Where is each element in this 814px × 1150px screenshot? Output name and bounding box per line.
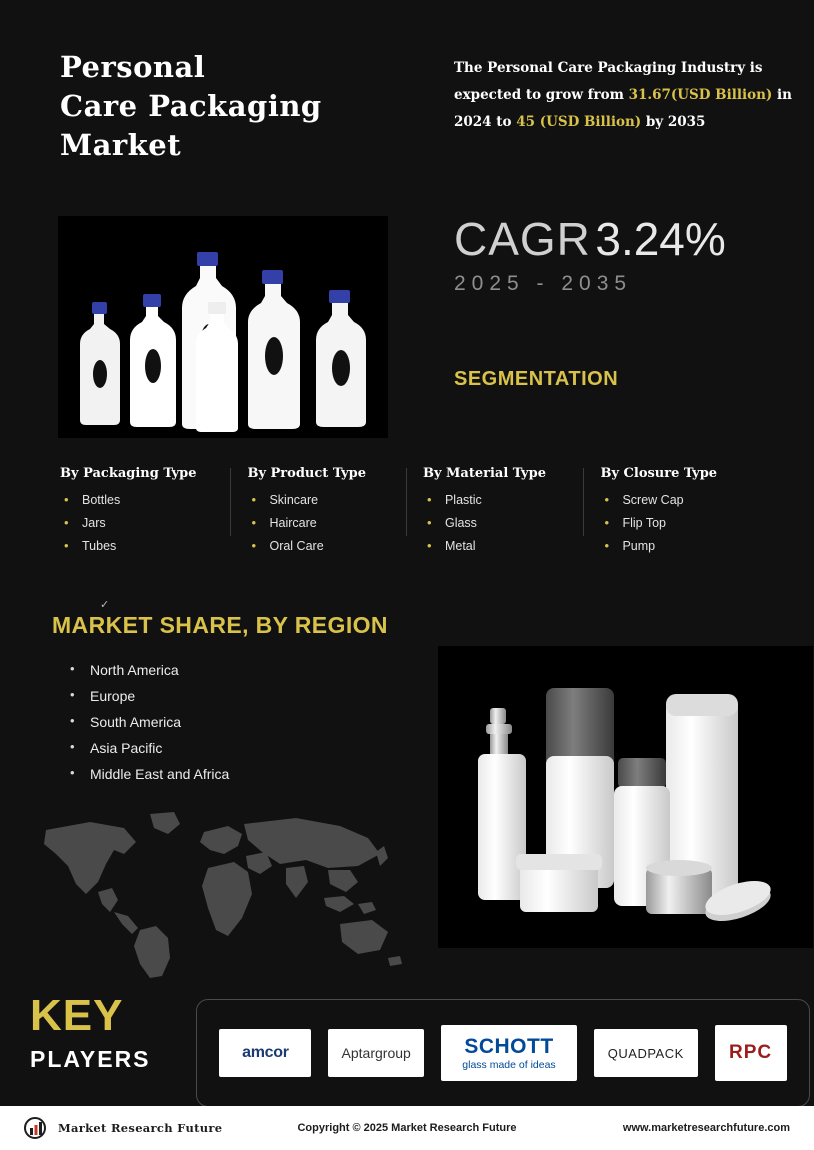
cagr-block	[454, 212, 726, 296]
headline-part-3: by 2035	[641, 114, 706, 130]
market-share-title: MARKET SHARE, BY REGION	[52, 612, 388, 638]
headline-part-1: The Personal Care Packaging Industry is expected to grow from	[454, 60, 763, 103]
segment-item: • Glass	[423, 516, 601, 530]
key-players-line-2: PLAYERS	[30, 1046, 151, 1072]
mrf-logo-icon	[24, 1116, 50, 1140]
segment-item: • Bottles	[60, 493, 247, 507]
title-line-3: Market	[60, 128, 182, 163]
list-item: • Middle East and Africa	[70, 766, 229, 782]
world-map	[28, 808, 418, 978]
segment-item: • Jars	[60, 516, 247, 530]
logo-rpc-label: RPC	[729, 1042, 773, 1063]
cagr-value: 3.24%	[595, 213, 726, 265]
headline-value-2035: 45 (USD Billion)	[516, 114, 642, 130]
segment-item: • Flip Top	[600, 516, 760, 530]
segment-column-product-type	[247, 466, 423, 562]
cagr-period: 2025 - 2035	[454, 272, 633, 295]
key-players-line-1: KEY	[30, 991, 124, 1040]
title-line-1: Personal	[60, 50, 206, 84]
footer-copyright: Copyright © 2025 Market Research Future	[297, 1122, 517, 1134]
footer-brand	[24, 1116, 274, 1140]
segment-item: • Oral Care	[247, 539, 423, 553]
logo-quadpack	[594, 1029, 698, 1077]
segment-item: • Screw Cap	[600, 493, 760, 507]
segment-column-material-type	[423, 466, 601, 562]
segment-item: • Skincare	[247, 493, 423, 507]
cosmetics-illustration	[438, 646, 813, 948]
segmentation-columns	[60, 466, 760, 562]
headline-statement	[454, 55, 806, 136]
segment-title: By Packaging Type	[60, 466, 197, 481]
segment-item: • Pump	[600, 539, 760, 553]
cagr-label: CAGR	[454, 213, 591, 265]
logo-amcor	[219, 1029, 311, 1077]
footer-bar	[0, 1106, 814, 1150]
list-item: • Asia Pacific	[70, 740, 229, 756]
segment-item: • Plastic	[423, 493, 601, 507]
segment-item: • Metal	[423, 539, 601, 553]
segment-column-packaging-type	[60, 466, 247, 562]
title-line-2: Care Packaging	[60, 89, 322, 124]
key-players-heading	[30, 991, 190, 1073]
world-map-illustration	[28, 808, 418, 978]
check-mark-icon: ✓	[100, 599, 110, 611]
packaging-bottles-image	[58, 216, 388, 438]
list-item: • South America	[70, 714, 229, 730]
segmentation-heading: SEGMENTATION	[454, 368, 619, 390]
segment-item: • Haircare	[247, 516, 423, 530]
logo-rpc	[715, 1025, 787, 1081]
bottles-illustration	[58, 216, 388, 438]
footer-url[interactable]: www.marketresearchfuture.com	[622, 1122, 790, 1134]
logo-schott-tagline: glass made of ideas	[462, 1059, 556, 1071]
logo-aptargroup-label: Aptargroup	[341, 1045, 411, 1061]
segment-item: • Tubes	[60, 539, 247, 553]
list-item: • North America	[70, 662, 229, 678]
logo-schott	[441, 1025, 577, 1081]
key-players-logo-box	[196, 999, 810, 1107]
headline-value-2024: 31.67(USD Billion)	[628, 87, 773, 103]
segment-title: By Material Type	[422, 466, 546, 481]
list-item: • Europe	[70, 688, 229, 704]
logo-amcor-label: amcor	[242, 1044, 289, 1061]
logo-quadpack-label: QUADPACK	[607, 1045, 684, 1061]
segment-column-closure-type	[600, 466, 760, 562]
segment-title: By Closure Type	[600, 466, 718, 481]
logo-schott-label: SCHOTT	[464, 1035, 554, 1058]
footer-brand-label: Market Research Future	[58, 1121, 223, 1135]
segment-title: By Product Type	[247, 466, 366, 481]
region-list	[70, 662, 229, 792]
cosmetics-packaging-image	[438, 646, 813, 948]
logo-aptargroup	[328, 1029, 424, 1077]
headline-part-2: in 2024 to	[454, 87, 792, 130]
page-title	[60, 48, 420, 165]
